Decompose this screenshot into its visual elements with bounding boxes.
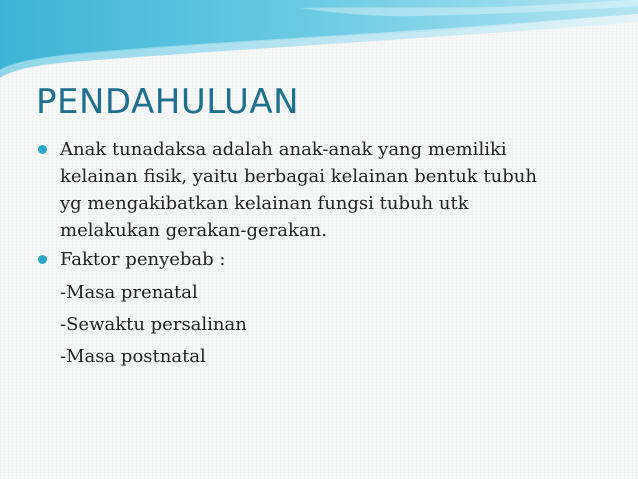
bullet-item-causes [36, 246, 616, 273]
cause-item-postnatal: -Masa postnatal [60, 346, 206, 367]
bullet-line: Faktor penyebab : [60, 249, 226, 270]
bullet-line: yg mengakibatkan kelainan fungsi tubuh utk [60, 193, 469, 214]
bullet-icon [38, 255, 47, 264]
cause-item-prenatal: -Masa prenatal [60, 282, 198, 303]
bullet-line: melakukan gerakan-gerakan. [60, 220, 327, 241]
slide-title: PENDAHULUAN [36, 82, 300, 122]
bullet-line: Anak tunadaksa adalah anak-anak yang memiliki [60, 139, 507, 160]
bullet-item-definition [36, 136, 616, 244]
decorative-wave-banner [0, 0, 638, 80]
cause-list [36, 277, 616, 373]
bullet-line: kelainan fisik, yaitu berbagai kelainan bentuk tubuh [60, 166, 537, 187]
cause-item-perinatal: -Sewaktu persalinan [60, 314, 247, 335]
bullet-icon [38, 145, 47, 154]
slide-content [36, 136, 616, 373]
